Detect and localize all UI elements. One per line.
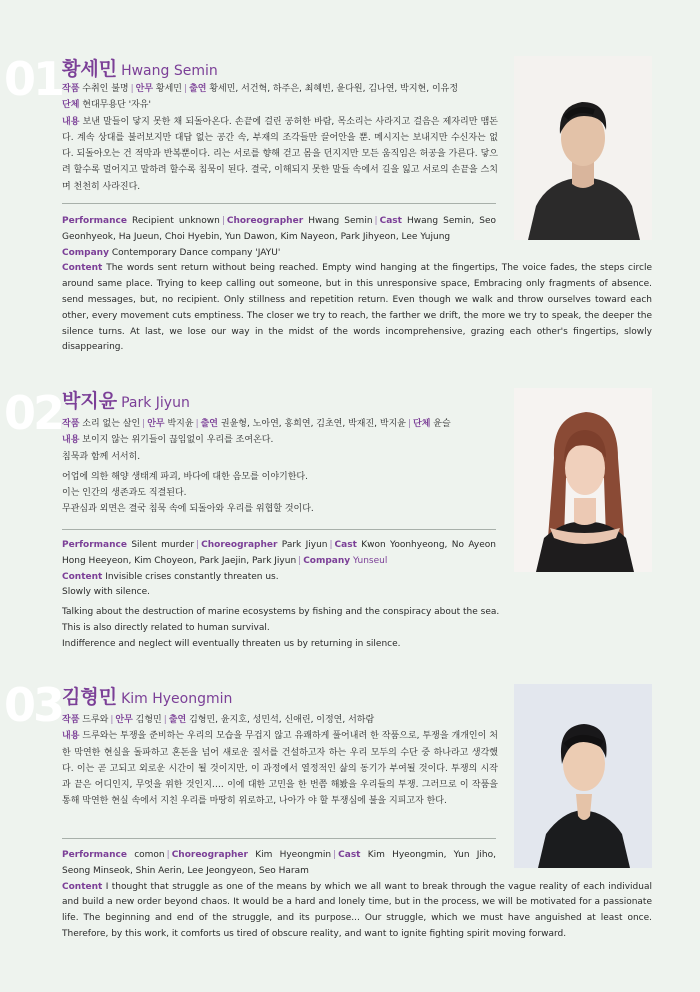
section-01 [0, 0, 700, 370]
en-company-line: Company Contemporary Dance company 'JAYU' [62, 247, 281, 258]
portrait-photo-hwang-semin [514, 56, 652, 240]
en-content-1: Content Invisible crises constantly threaten us. [62, 571, 279, 582]
portrait-photo-kim-hyeongmin [514, 684, 652, 868]
section-number: 03 [4, 678, 63, 732]
name-korean: 김형민 [62, 686, 118, 708]
choreographer-name [62, 386, 190, 413]
name-english: Hwang Semin [121, 63, 218, 79]
korean-info [62, 81, 498, 195]
ko-content-4: 이는 인간의 생존과도 직결된다. [62, 488, 187, 499]
name-korean: 황세민 [62, 58, 118, 80]
en-content-3: Talking about the destruction of marine ecosystems by fishing and the conspiracy about the sea. [62, 607, 500, 618]
name-english: Park Jiyun [121, 395, 190, 411]
ko-content-1: 내용 보이지 않는 위기들이 끊임없이 우리를 조여온다. [62, 435, 274, 446]
english-info [62, 538, 522, 653]
en-content-4: This is also directly related to human survival. [62, 622, 270, 633]
en-content: Content I thought that struggle as one of the means by which we all want to break through the vague reality of each individual and build a new order beyond chaos. It would be a hard and lonely time, but in the process, we will be motivated for a passionate life. The beginning and end of the struggle, and its purpose... Our struggle, which we must have anguished at least once. Therefore, by this work, it comforts us tired of obscure reality, and want to ignite fighting spirit moving forward. [62, 881, 652, 939]
en-content-2: Slowly with silence. [62, 587, 151, 598]
ko-company-line: 단체 현대무용단 '자유' [62, 100, 151, 111]
en-credits: Performance Silent murder | Choreographer Park Jiyun | Cast Kwon Yoonhyeong, No Ayeon Hong Heeyeon, Kim Choyeon, Park Jaejin, Park Jiyun | Company Yunseul [62, 540, 496, 566]
name-korean: 박지윤 [62, 390, 118, 412]
ko-content-2: 침묵과 함께 서서히. [62, 451, 141, 462]
ko-credits-line: 작품 소리 없는 살인 | 안무 박지윤 | 출연 권윤형, 노아연, 홍희연, 김초연, 박재진, 박지윤 | 단체 윤슬 [62, 419, 451, 429]
section-number: 02 [4, 386, 63, 440]
en-credits: Performance Recipient unknown | Choreographer Hwang Semin | Cast Hwang Semin, Seo Geonhyeok, Ha Jueun, Choi Hyebin, Yun Dawon, Kim Nayeon, Park Jihyeon, Lee Yujung [62, 216, 496, 242]
en-content: Content The words sent return without being reached. Empty wind hanging at the fingertips, The voice fades, the steps circle around same place. Trying to keep calling out someone, but in this unresponsive space, Embracing only fragments of absence. send messages, but, no recipient. Only stillness and repetition return. Even though we walk and throw ourselves toward each other, every movement cuts emptiness. The closer we try to reach, the farther we drift, the more we try to speak, the deeper the silence turns. At last, we lose our way in the midst of the words incomprehensive, grazing each other's fingertips, slowly disappearing. [62, 263, 652, 353]
divider [62, 529, 496, 530]
divider [62, 203, 496, 204]
ko-credits-line: 작품 드루와 | 안무 김형민 | 출연 김형민, 윤지호, 성민석, 신애린, 이정연, 서하람 [62, 715, 375, 725]
section-03 [0, 674, 700, 974]
korean-info [62, 712, 498, 810]
korean-info [62, 416, 498, 518]
section-number: 01 [4, 52, 63, 106]
ko-credits-line: 작품 수취인 불명 | 안무 황세민 | 출연 황세민, 서건혁, 하주은, 최혜빈, 윤다원, 김나연, 박지현, 이유정 [62, 84, 459, 94]
ko-content-5: 무관심과 외면은 결국 침묵 속에 되돌아와 우리를 위협할 것이다. [62, 504, 314, 515]
section-02 [0, 380, 700, 660]
choreographer-name [62, 682, 232, 709]
en-credits: Performance comon | Choreographer Kim Hyeongmin | Cast Kim Hyeongmin, Yun Jiho, Seong Minseok, Shin Aerin, Lee Jeongyeon, Seo Haram [62, 850, 496, 876]
portrait-photo-park-jiyun [514, 388, 652, 572]
ko-content: 내용 보낸 말들이 닿지 못한 채 되돌아온다. 손끝에 걸린 공허한 바람, 목소리는 사라지고 걸음은 제자리만 맴돈다. 계속 상대를 불러보지만 대답 없는 공간 속, 부재의 조각들만 끌어안을 뿐. 메시지는 보내지만 수신자는 없다. 되돌아오는 건 적막과 반복뿐이다. 리는 서로를 향해 걷고 몸을 던지지만 모든 움직임은 허공을 가른다. 닿으려 할수록 멀어지고 말하려 할수록 침묵이 된다. 결국, 이해되지 못한 말들 속에서 길을 잃고 서로의 손끝을 스치며 천천히 사라진다. [62, 116, 498, 192]
en-content-5: Indifference and neglect will eventually threaten us by returning in silence. [62, 638, 401, 649]
ko-content-3: 어업에 의한 해양 생태계 파괴, 바다에 대한 음모를 이야기한다. [62, 471, 308, 482]
name-english: Kim Hyeongmin [121, 691, 233, 707]
choreographer-name [62, 54, 218, 81]
ko-content: 내용 드루와는 투쟁을 준비하는 우리의 모습을 무겁지 않고 유쾌하게 풀어내려 한 작품으로, 투쟁을 개개인이 처한 막연한 현실을 돌파하고 혼돈을 넘어 새로운 질서를 건설하고자 하는 우리 모두의 수단 중 하나라고 생각했다. 이는 곧 고되고 외로운 시간이 될 것이지만, 이 과정에서 열정적인 삶의 동기가 부여될 것이다. 투쟁의 시작과 끝은 어디인지, 무엇을 위한 것인지…. 이에 대한 고민을 한 번쯤 해봤을 우리들의 투쟁. 그러므로 이 작품을 통해 막연한 현실 속에서 지친 우리를 마땅히 위로하고, 나아가 야 할 투쟁심에 불을 지피고자 한다. [62, 731, 498, 807]
divider [62, 838, 496, 839]
